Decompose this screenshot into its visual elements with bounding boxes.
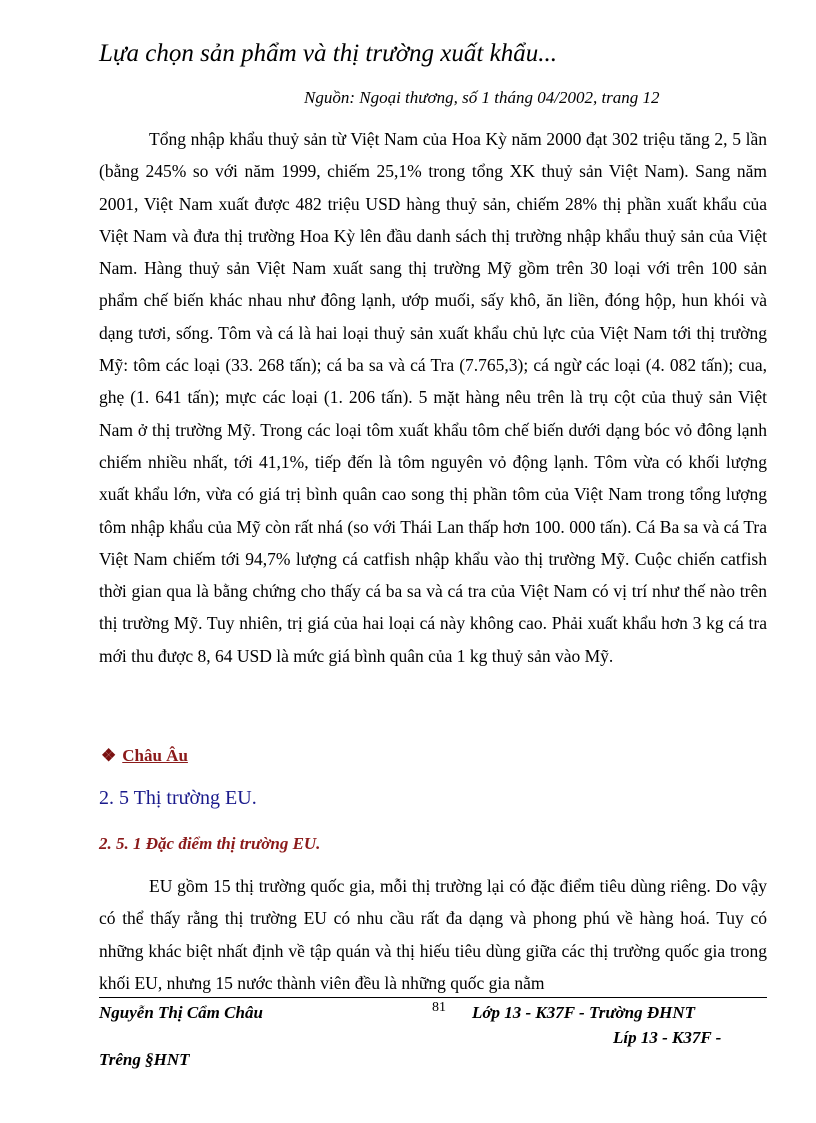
document-title: Lựa chọn sản phẩm và thị trường xuất khẩu...	[99, 40, 557, 67]
region-heading	[101, 746, 188, 766]
subsection-heading: 2. 5. 1 Đặc điểm thị trường EU.	[99, 834, 321, 853]
footer-class-line: Lớp 13 - K37F - Trường ĐHNT	[472, 1003, 695, 1022]
footer-divider	[99, 997, 767, 998]
source-citation: Nguồn: Ngoại thương, số 1 tháng 04/2002, trang 12	[304, 88, 660, 107]
diamond-bullet-icon: ❖	[101, 746, 117, 765]
section-heading: 2. 5 Thị trường EU.	[99, 787, 257, 809]
footer-author: Nguyễn Thị Cẩm Châu	[99, 1003, 263, 1022]
body-paragraph-eu-market: EU gồm 15 thị trường quốc gia, mỗi thị trường lại có đặc điểm tiêu dùng riêng. Do vậy có thể thấy rằng thị trường EU có nhu cầu rất đa dạng và phong phú về hàng hoá. Tuy có những khác biệt nhất định về tập quán và thị hiếu tiêu dùng giữa các thị trường quốc gia trong khối EU, nhưng 15 nước thành viên đều là những quốc gia nằm	[99, 876, 767, 993]
region-label: Châu Âu	[122, 746, 188, 765]
page-number: 81	[432, 1000, 446, 1015]
body-paragraph-us-market: Tổng nhập khẩu thuỷ sản từ Việt Nam của Hoa Kỳ năm 2000 đạt 302 triệu tăng 2, 5 lần (bằng 245% so với năm 1999, chiếm 25,1% trong tổng XK thuỷ sản Việt Nam). Sang năm 2001, Việt Nam xuất được 482 triệu USD hàng thuỷ sản, chiếm 28% thị phần xuất khẩu của Việt Nam và đưa thị trường Hoa Kỳ lên đầu danh sách thị trường nhập khẩu thuỷ sản của Việt Nam. Hàng thuỷ sản Việt Nam xuất sang thị trường Mỹ gồm trên 30 loại với trên 100 sản phẩm chế biến khác nhau như đông lạnh, ướp muối, sấy khô, ăn liền, đóng hộp, hun khói và dạng tươi, sống. Tôm và cá là hai loại thuỷ sản xuất khẩu chủ lực của Việt Nam tới thị trường Mỹ: tôm các loại (33. 268 tấn); cá ba sa và cá Tra (7.765,3); cá ngừ các loại (4. 082 tấn); cua, ghẹ (1. 641 tấn); mực các loại (1. 206 tấn). 5 mặt hàng nêu trên là trụ cột của thuỷ sản Việt Nam ở thị trường Mỹ. Trong các loại tôm xuất khẩu tôm chế biến dưới dạng bóc vỏ đông lạnh chiếm nhiều nhất, tới 41,1%, tiếp đến là tôm nguyên vỏ động lạnh. Tôm vừa có khối lượng xuất khẩu lớn, vừa có giá trị bình quân cao song thị phần tôm của Việt Nam trong tổng lượng tôm nhập khẩu của Mỹ còn rất nhá (so với Thái Lan thấp hơn 100. 000 tấn). Cá Ba sa và cá Tra Việt Nam chiếm tới 94,7% lượng cá catfish nhập khẩu vào thị trường Mỹ. Cuộc chiến catfish thời gian qua là bằng chứng cho thấy cá ba sa và cá tra của Việt Nam có vị trí như thế nào trên thị trường Mỹ. Tuy nhiên, trị giá của hai loại cá này không cao. Phải xuất khẩu hơn 3 kg cá tra mới thu được 8, 64 USD là mức giá bình quân của 1 kg thuỷ sản vào Mỹ.	[99, 129, 767, 666]
footer-class-line-garbled: Líp 13 - K37F -	[613, 1028, 722, 1047]
footer-school-line-garbled: Trêng §HNT	[99, 1050, 190, 1069]
